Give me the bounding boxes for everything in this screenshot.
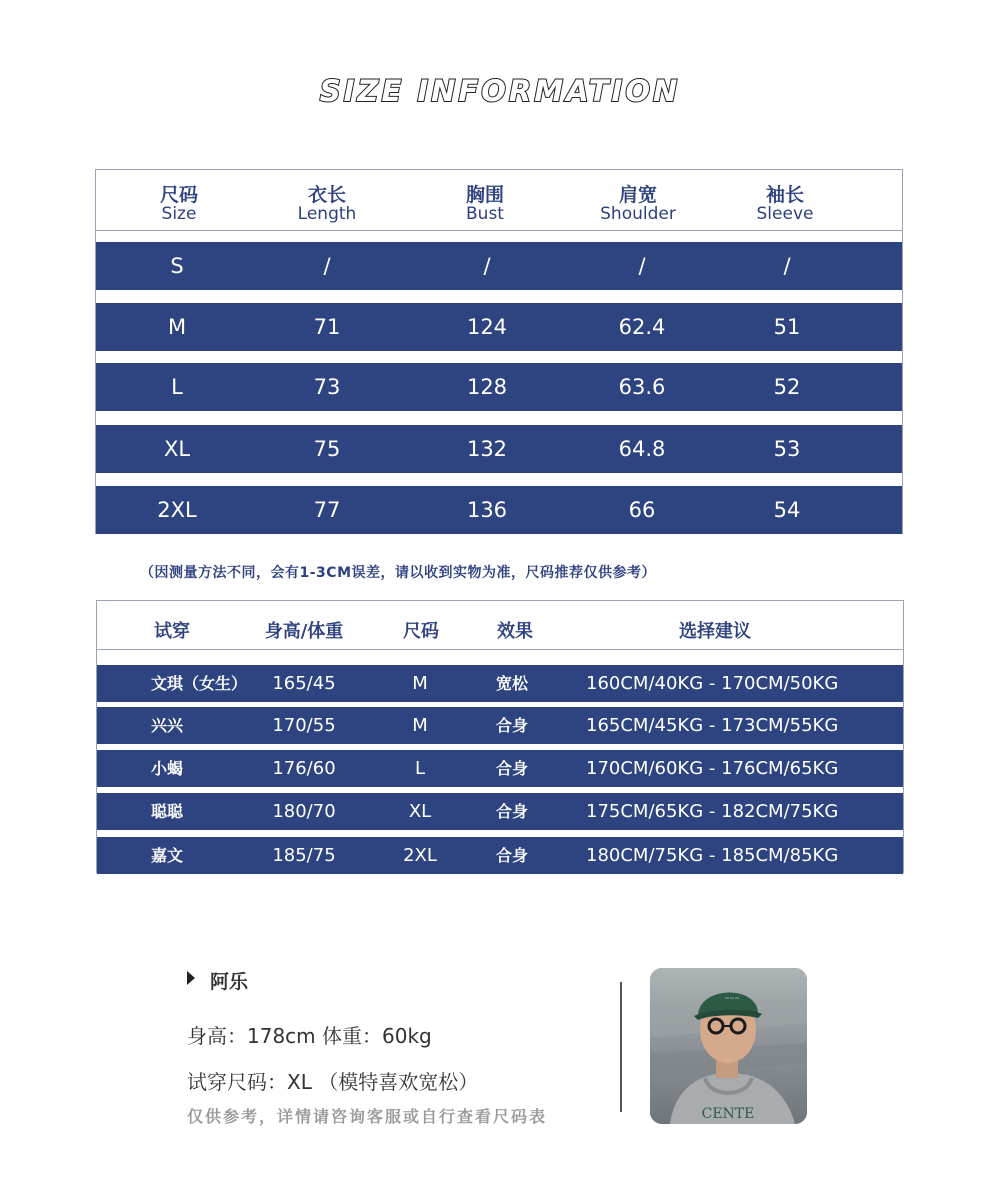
cell-length: 71 bbox=[313, 315, 341, 339]
cell-shoulder: / bbox=[638, 254, 646, 278]
model-name: 阿乐 bbox=[210, 971, 249, 993]
cell-size: XL bbox=[408, 801, 432, 822]
cell-effect: 合身 bbox=[496, 716, 529, 735]
cell-size: S bbox=[170, 254, 184, 278]
header-shoulder-cn: 肩宽 bbox=[618, 184, 657, 206]
cell-effect: 合身 bbox=[496, 802, 529, 821]
cell-name: 嘉文 bbox=[151, 846, 184, 865]
cell-height-weight: 165/45 bbox=[272, 673, 336, 694]
cell-size: M bbox=[412, 673, 428, 694]
cell-bust: 132 bbox=[466, 437, 508, 461]
cell-name: 聪聪 bbox=[151, 802, 184, 821]
model-size: 试穿尺码：XL （模特喜欢宽松） bbox=[187, 1070, 479, 1094]
cell-bust: 124 bbox=[466, 315, 508, 339]
header-divider bbox=[96, 230, 902, 231]
table-row bbox=[97, 837, 903, 874]
divider-line bbox=[620, 982, 622, 1112]
table-row bbox=[96, 242, 902, 290]
header-length-cn: 衣长 bbox=[307, 184, 346, 206]
cell-size: 2XL bbox=[403, 845, 437, 866]
disclaimer: 仅供参考，详情请咨询客服或自行查看尺码表 bbox=[187, 1107, 548, 1126]
table-row bbox=[97, 665, 903, 702]
cell-length: / bbox=[323, 254, 331, 278]
model-photo bbox=[650, 968, 807, 1124]
triangle-bullet-icon bbox=[187, 971, 195, 985]
table-row bbox=[96, 486, 902, 534]
cell-size: XL bbox=[163, 437, 191, 461]
cell-effect: 合身 bbox=[496, 846, 529, 865]
cell-size: L bbox=[171, 375, 183, 399]
svg-text:CENTE: CENTE bbox=[701, 1106, 755, 1122]
header-sleeve-cn: 袖长 bbox=[765, 184, 804, 206]
cell-bust: 136 bbox=[466, 498, 508, 522]
cell-sleeve: 53 bbox=[773, 437, 801, 461]
header-effect: 效果 bbox=[497, 621, 533, 642]
cell-name: 兴兴 bbox=[151, 716, 184, 735]
cell-suggestion: 165CM/45KG - 173CM/55KG bbox=[586, 715, 839, 736]
cell-size: M bbox=[167, 315, 187, 339]
page-title: SIZE INFORMATION bbox=[319, 74, 681, 108]
header-size-en: Size bbox=[161, 204, 197, 224]
cell-bust: / bbox=[483, 254, 491, 278]
table-row bbox=[96, 425, 902, 473]
header-size-cn: 尺码 bbox=[159, 184, 198, 206]
cell-suggestion: 175CM/65KG - 182CM/75KG bbox=[586, 801, 839, 822]
cell-size: 2XL bbox=[157, 498, 197, 522]
cell-shoulder: 66 bbox=[628, 498, 656, 522]
header-tryon: 试穿 bbox=[154, 621, 190, 642]
header-suggestion: 选择建议 bbox=[679, 621, 751, 642]
size-table bbox=[95, 169, 903, 534]
cell-effect: 合身 bbox=[496, 759, 529, 778]
fit-table bbox=[96, 600, 904, 873]
cell-height-weight: 185/75 bbox=[272, 845, 336, 866]
cell-suggestion: 170CM/60KG - 176CM/65KG bbox=[586, 758, 839, 779]
cell-length: 73 bbox=[313, 375, 341, 399]
cell-effect: 宽松 bbox=[496, 674, 529, 693]
cell-height-weight: 180/70 bbox=[272, 801, 336, 822]
size-table-header bbox=[96, 170, 902, 230]
cell-bust: 128 bbox=[466, 375, 508, 399]
header-shoulder-en: Shoulder bbox=[600, 204, 676, 224]
cell-height-weight: 170/55 bbox=[272, 715, 336, 736]
header-height-weight: 身高/体重 bbox=[264, 621, 344, 642]
cell-suggestion: 180CM/75KG - 185CM/85KG bbox=[586, 845, 839, 866]
cell-length: 77 bbox=[313, 498, 341, 522]
table-row bbox=[96, 363, 902, 411]
cell-sleeve: 51 bbox=[773, 315, 801, 339]
header-divider bbox=[97, 649, 903, 650]
cell-size: M bbox=[412, 715, 428, 736]
table-row bbox=[97, 793, 903, 830]
cell-length: 75 bbox=[313, 437, 341, 461]
svg-text:~~~: ~~~ bbox=[724, 995, 740, 1002]
cell-suggestion: 160CM/40KG - 170CM/50KG bbox=[586, 673, 839, 694]
cell-size: L bbox=[414, 758, 426, 779]
cell-sleeve: 52 bbox=[773, 375, 801, 399]
cell-shoulder: 64.8 bbox=[618, 437, 666, 461]
table-row bbox=[97, 750, 903, 787]
model-stats: 身高：178cm 体重：60kg bbox=[187, 1024, 432, 1048]
cell-height-weight: 176/60 bbox=[272, 758, 336, 779]
cell-sleeve: 54 bbox=[773, 498, 801, 522]
cell-name: 文琪（女生） bbox=[151, 674, 248, 693]
table-row bbox=[96, 303, 902, 351]
cell-shoulder: 62.4 bbox=[618, 315, 666, 339]
header-length-en: Length bbox=[297, 204, 357, 224]
header-bust-en: Bust bbox=[466, 204, 504, 224]
header-bust-cn: 胸围 bbox=[465, 184, 504, 206]
table-row bbox=[97, 707, 903, 744]
measurement-note: （因测量方法不同，会有1-3CM误差，请以收到实物为准，尺码推荐仅供参考） bbox=[140, 565, 656, 581]
cell-sleeve: / bbox=[783, 254, 791, 278]
cell-name: 小蝎 bbox=[151, 759, 184, 778]
header-size: 尺码 bbox=[403, 621, 439, 642]
cell-shoulder: 63.6 bbox=[618, 375, 666, 399]
header-sleeve-en: Sleeve bbox=[756, 204, 814, 224]
